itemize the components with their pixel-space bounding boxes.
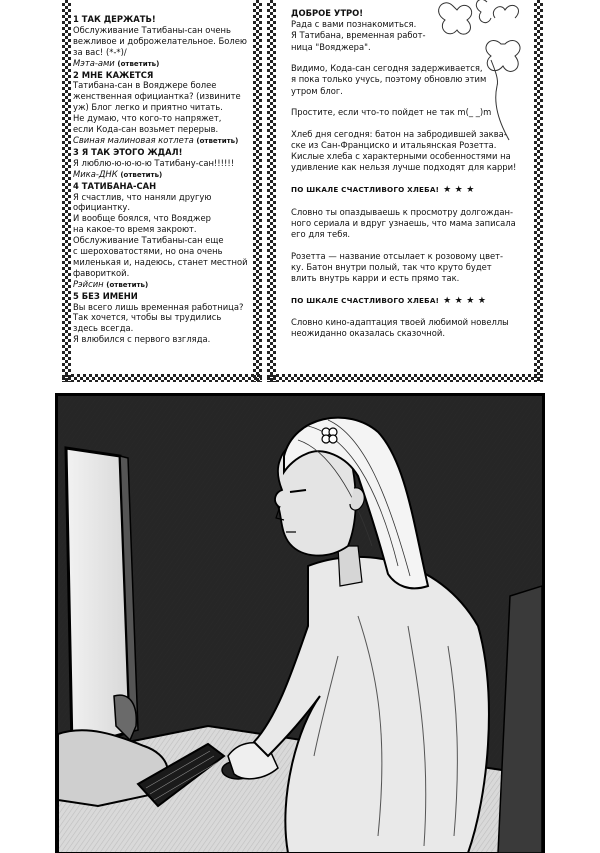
comment-signature xyxy=(73,135,261,147)
comment-heading: 3 Я ТАК ЭТОГО ЖДАЛ! xyxy=(73,146,183,157)
comment-text-line: Не думаю, что кого-то напряжет, xyxy=(73,113,222,124)
scale-label: ПО ШКАЛЕ СЧАСТЛИВОГО ХЛЕБА! xyxy=(291,295,440,305)
comment-text-line: официантку. xyxy=(73,202,131,213)
comment-text-line: Я люблю-ю-ю-ю-ю Татибану-сан!!!!!! xyxy=(73,157,235,168)
post-paragraph xyxy=(291,251,536,285)
comment-text-line: вежливое и доброжелательное. Болею xyxy=(73,35,247,46)
comment-text-line: миленькая и, надеюсь, станет местной xyxy=(73,256,248,267)
comment-author: Мэта-ами xyxy=(73,57,118,68)
comment-text-line: уж) Блог легко и приятно читать. xyxy=(73,102,223,113)
post-line: Я Татибана, временная работ- xyxy=(291,30,426,41)
left-checker-border xyxy=(62,0,71,382)
reply-link[interactable]: (ответить) xyxy=(196,136,239,145)
bread-happiness-scale xyxy=(291,295,536,307)
right-bottom-checker-border xyxy=(267,374,543,382)
post-paragraph xyxy=(291,107,536,118)
comment-text-line: Вы всего лишь временная работница? xyxy=(73,301,244,312)
post-paragraph xyxy=(291,129,536,174)
post-line: ку. Батон внутри полый, так что круто будет xyxy=(291,261,492,272)
post-line: ного сериала и вдруг узнаешь, что мама записала xyxy=(291,217,516,228)
illustration-panel xyxy=(55,393,545,853)
comment-signature xyxy=(73,58,261,70)
comment-heading: 1 ТАК ДЕРЖАТЬ! xyxy=(73,14,156,24)
comment-text-line: на какое-то время закроют. xyxy=(73,224,197,235)
comment-signature xyxy=(73,279,261,291)
post-line: неожиданно оказалась сказочной. xyxy=(291,328,446,339)
post-line: ДОБРОЕ УТРО! xyxy=(291,8,364,18)
comment-text-line: здесь всегда. xyxy=(73,323,134,334)
comment-text-line: Я счастлив, что наняли другую xyxy=(73,191,212,202)
post-line: Кислые хлеба с характерными особенностями на xyxy=(291,151,511,162)
comment-text-line: Так хочется, чтобы вы трудились xyxy=(73,312,222,323)
post-line: Словно ты опаздываешь к просмотру долгождан- xyxy=(291,206,513,217)
comment-text-line: за вас! (*-*)/ xyxy=(73,46,127,57)
comment-heading: 4 ТАТИБАНА-САН xyxy=(73,180,157,191)
post-line: Розетта — название отсылает к розовому цвет- xyxy=(291,250,504,261)
left-bottom-checker-border xyxy=(62,374,262,382)
comment-text-line: женственная официантка? (извините xyxy=(73,91,241,102)
post-paragraph xyxy=(291,63,536,97)
blog-post-body xyxy=(291,8,536,350)
scale-label: ПО ШКАЛЕ СЧАСТЛИВОГО ХЛЕБА! xyxy=(291,185,440,194)
post-line: Видимо, Кода-сан сегодня задерживается, xyxy=(291,63,483,74)
blog-post-panel xyxy=(267,0,543,382)
right-checker-border xyxy=(267,0,276,382)
post-line: ница "Вояджера". xyxy=(291,41,371,52)
post-line: Простите, если что-то пойдет не так m(_ _)m xyxy=(291,107,492,118)
star-rating-icon: ★ ★ ★ ★ xyxy=(443,295,487,306)
post-line: его для тебя. xyxy=(291,229,351,239)
comment-text-line: фавориткой. xyxy=(73,267,130,278)
post-paragraph xyxy=(291,207,536,241)
reply-link[interactable]: (ответить) xyxy=(106,280,149,289)
comment-author: Рэйсин xyxy=(73,278,107,289)
comment-text-line: Обслуживание Татибаны-сан очень xyxy=(73,24,231,35)
comment-author: Мика-ДНК xyxy=(73,168,121,179)
comment-author: Свиная малиновая котлета xyxy=(73,134,197,145)
post-line: Рада с вами познакомиться. xyxy=(291,19,417,30)
comment-text-line: если Кода-сан возьмет перерыв. xyxy=(73,124,219,135)
comments-list xyxy=(73,14,261,345)
post-line: я пока только учусь, поэтому обновлю этим xyxy=(291,74,487,85)
comment-text-line: с шероховатостями, но она очень xyxy=(73,246,223,257)
comment-heading: 5 БЕЗ ИМЕНИ xyxy=(73,290,138,301)
comment-text-line: И вообще боялся, что Вояджер xyxy=(73,213,211,224)
bread-happiness-scale xyxy=(291,184,536,196)
comments-panel xyxy=(62,0,262,382)
reply-link[interactable]: (ответить) xyxy=(117,59,160,68)
woman-at-computer-illustration-icon xyxy=(58,396,542,853)
star-rating-icon: ★ ★ ★ xyxy=(443,185,475,195)
comment-signature xyxy=(73,169,261,181)
comment-text-line: Татибана-сан в Вояджере более xyxy=(73,80,217,91)
comment-heading: 2 МНЕ КАЖЕТСЯ xyxy=(73,69,154,80)
comment-text-line: Обслуживание Татибаны-сан еще xyxy=(73,235,224,246)
post-line: Словно кино-адаптация твоей любимой новеллы xyxy=(291,317,509,328)
post-line: ске из Сан-Франциско и итальянская Розетта. xyxy=(291,140,497,150)
post-line: влить внутрь карри и есть прямо так. xyxy=(291,273,460,283)
post-greeting xyxy=(291,8,536,53)
post-line: утром блог. xyxy=(291,85,343,96)
post-paragraph xyxy=(291,317,536,339)
comment-text-line: Я влюбился с первого взгляда. xyxy=(73,334,211,345)
post-line: Хлеб дня сегодня: батон на забродившей заква- xyxy=(291,128,507,139)
reply-link[interactable]: (ответить) xyxy=(120,170,163,179)
post-line: удивление как нельзя лучше подходят для карри! xyxy=(291,162,517,173)
